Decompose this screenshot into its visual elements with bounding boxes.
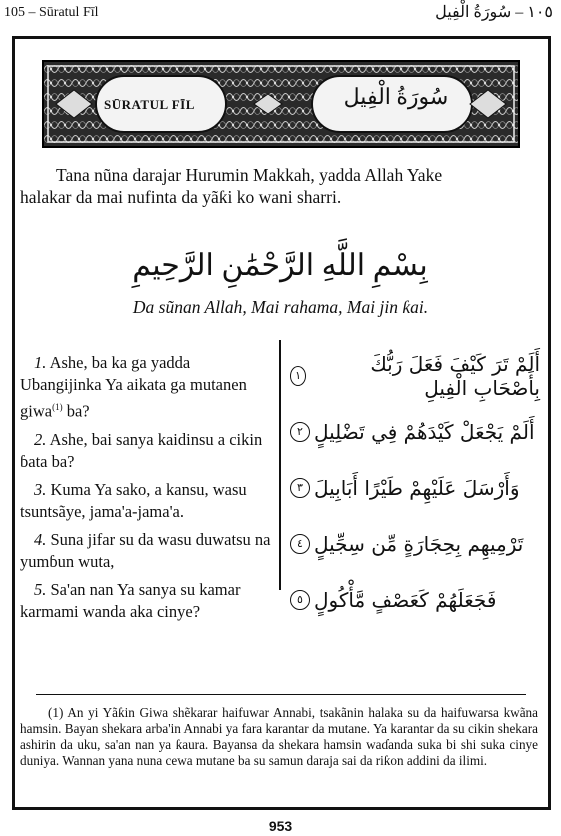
ayah-text: أَلَمْ تَرَ كَيْفَ فَعَلَ رَبُّكَ بِأَصْحَابِ الْفِيلِ (370, 352, 540, 400)
sura-title-latin: SŪRATUL FĪL (104, 97, 195, 112)
ayah-number-marker: ١ (290, 366, 306, 386)
verse-4 (20, 529, 272, 573)
footnote-text: (1) An yi Yãƙin Giwa shẽkarar haifuwar Annabi, tsakãnin halaka su da haifuwarsa kwãna hamsin. Bayan shekara arba'in Annabi ya fara karantar da mutane. Ya karantar da su cikin shekara ashirin da uku, sa'an nan ya ƙaura. Bayansa da shekara hamsin waɗanda suka bi shi suka cinye duniya. Wannan yana nuna cewa mutane ba su samun daraja sai da riƙon addini da ilimi. (20, 705, 538, 768)
ayah-text: فَجَعَلَهُمْ كَعَصْفٍ مَّأْكُولٍ (314, 588, 497, 612)
ayah-number-marker: ٥ (290, 590, 310, 610)
sura-introduction (20, 164, 540, 208)
verse-text: Sa'an nan Ya sanya su kamar karmami wanda aka cinye? (20, 579, 241, 621)
arabic-column (290, 348, 540, 628)
ayah-3 (290, 460, 540, 516)
basmala-arabic: بِسْمِ اللَّهِ الرَّحْمَٰنِ الرَّحِيمِ (132, 249, 428, 282)
verse-text-tail: ba? (62, 401, 90, 421)
footnote-ref: (1) (52, 402, 63, 412)
ayah-1 (290, 348, 540, 404)
intro-line-2: halakar da mai nufinta da yãƙi ko wani sharri. (20, 187, 342, 207)
verse-text: Ashe, bai sanya kaidinsu a cikin ɓata ba? (20, 429, 263, 471)
ayah-5 (290, 572, 540, 628)
verse-text: Suna jifar su da wasu duwatsu na yumɓun wuta, (20, 529, 271, 571)
ayah-text: وَأَرْسَلَ عَلَيْهِمْ طَيْرًا أَبَابِيلَ (314, 476, 520, 500)
ayah-text: أَلَمْ يَجْعَلْ كَيْدَهُمْ فِي تَضْلِيلٍ (314, 420, 535, 444)
ayah-number-marker: ٢ (290, 422, 310, 442)
verse-number: 3. (34, 479, 47, 499)
verse-1 (20, 352, 272, 423)
verse-5 (20, 579, 272, 623)
intro-line-1: Tana nũna darajar Hurumin Makkah, yadda Allah Yake (56, 165, 443, 185)
ayah-text: تَرْمِيهِم بِحِجَارَةٍ مِّن سِجِّيلٍ (314, 532, 524, 556)
running-header-right: ١٠٥ – سُورَةُ الْفِيل (435, 4, 553, 21)
verse-number: 4. (34, 529, 47, 549)
verse-3 (20, 479, 272, 523)
running-header-left: 105 – Sūratul Fīl (4, 5, 99, 20)
ayah-4 (290, 516, 540, 572)
verse-text: Kuma Ya sako, a kansu, wasu tsuntsãye, jama'a-jama'a. (20, 479, 247, 521)
column-divider (279, 340, 281, 590)
verse-2 (20, 429, 272, 473)
translation-column (20, 352, 272, 629)
sura-title-arabic: سُورَةُ الْفِيل (343, 84, 449, 109)
basmala-translation: Da sũnan Allah, Mai rahama, Mai jin ƙai. (132, 297, 429, 317)
footnote (20, 705, 538, 769)
ayah-2 (290, 404, 540, 460)
verse-text: Ashe, ba ka ga yadda Ubangijinka Ya aikata ga mutanen giwa (20, 353, 247, 421)
ayah-number-marker: ٣ (290, 478, 310, 498)
ayah-number-marker: ٤ (290, 534, 310, 554)
footnote-separator (36, 694, 526, 695)
page-number: 953 (268, 818, 293, 834)
verse-number: 1. (34, 353, 47, 372)
verse-number: 5. (34, 579, 47, 599)
verse-number: 2. (34, 429, 47, 449)
